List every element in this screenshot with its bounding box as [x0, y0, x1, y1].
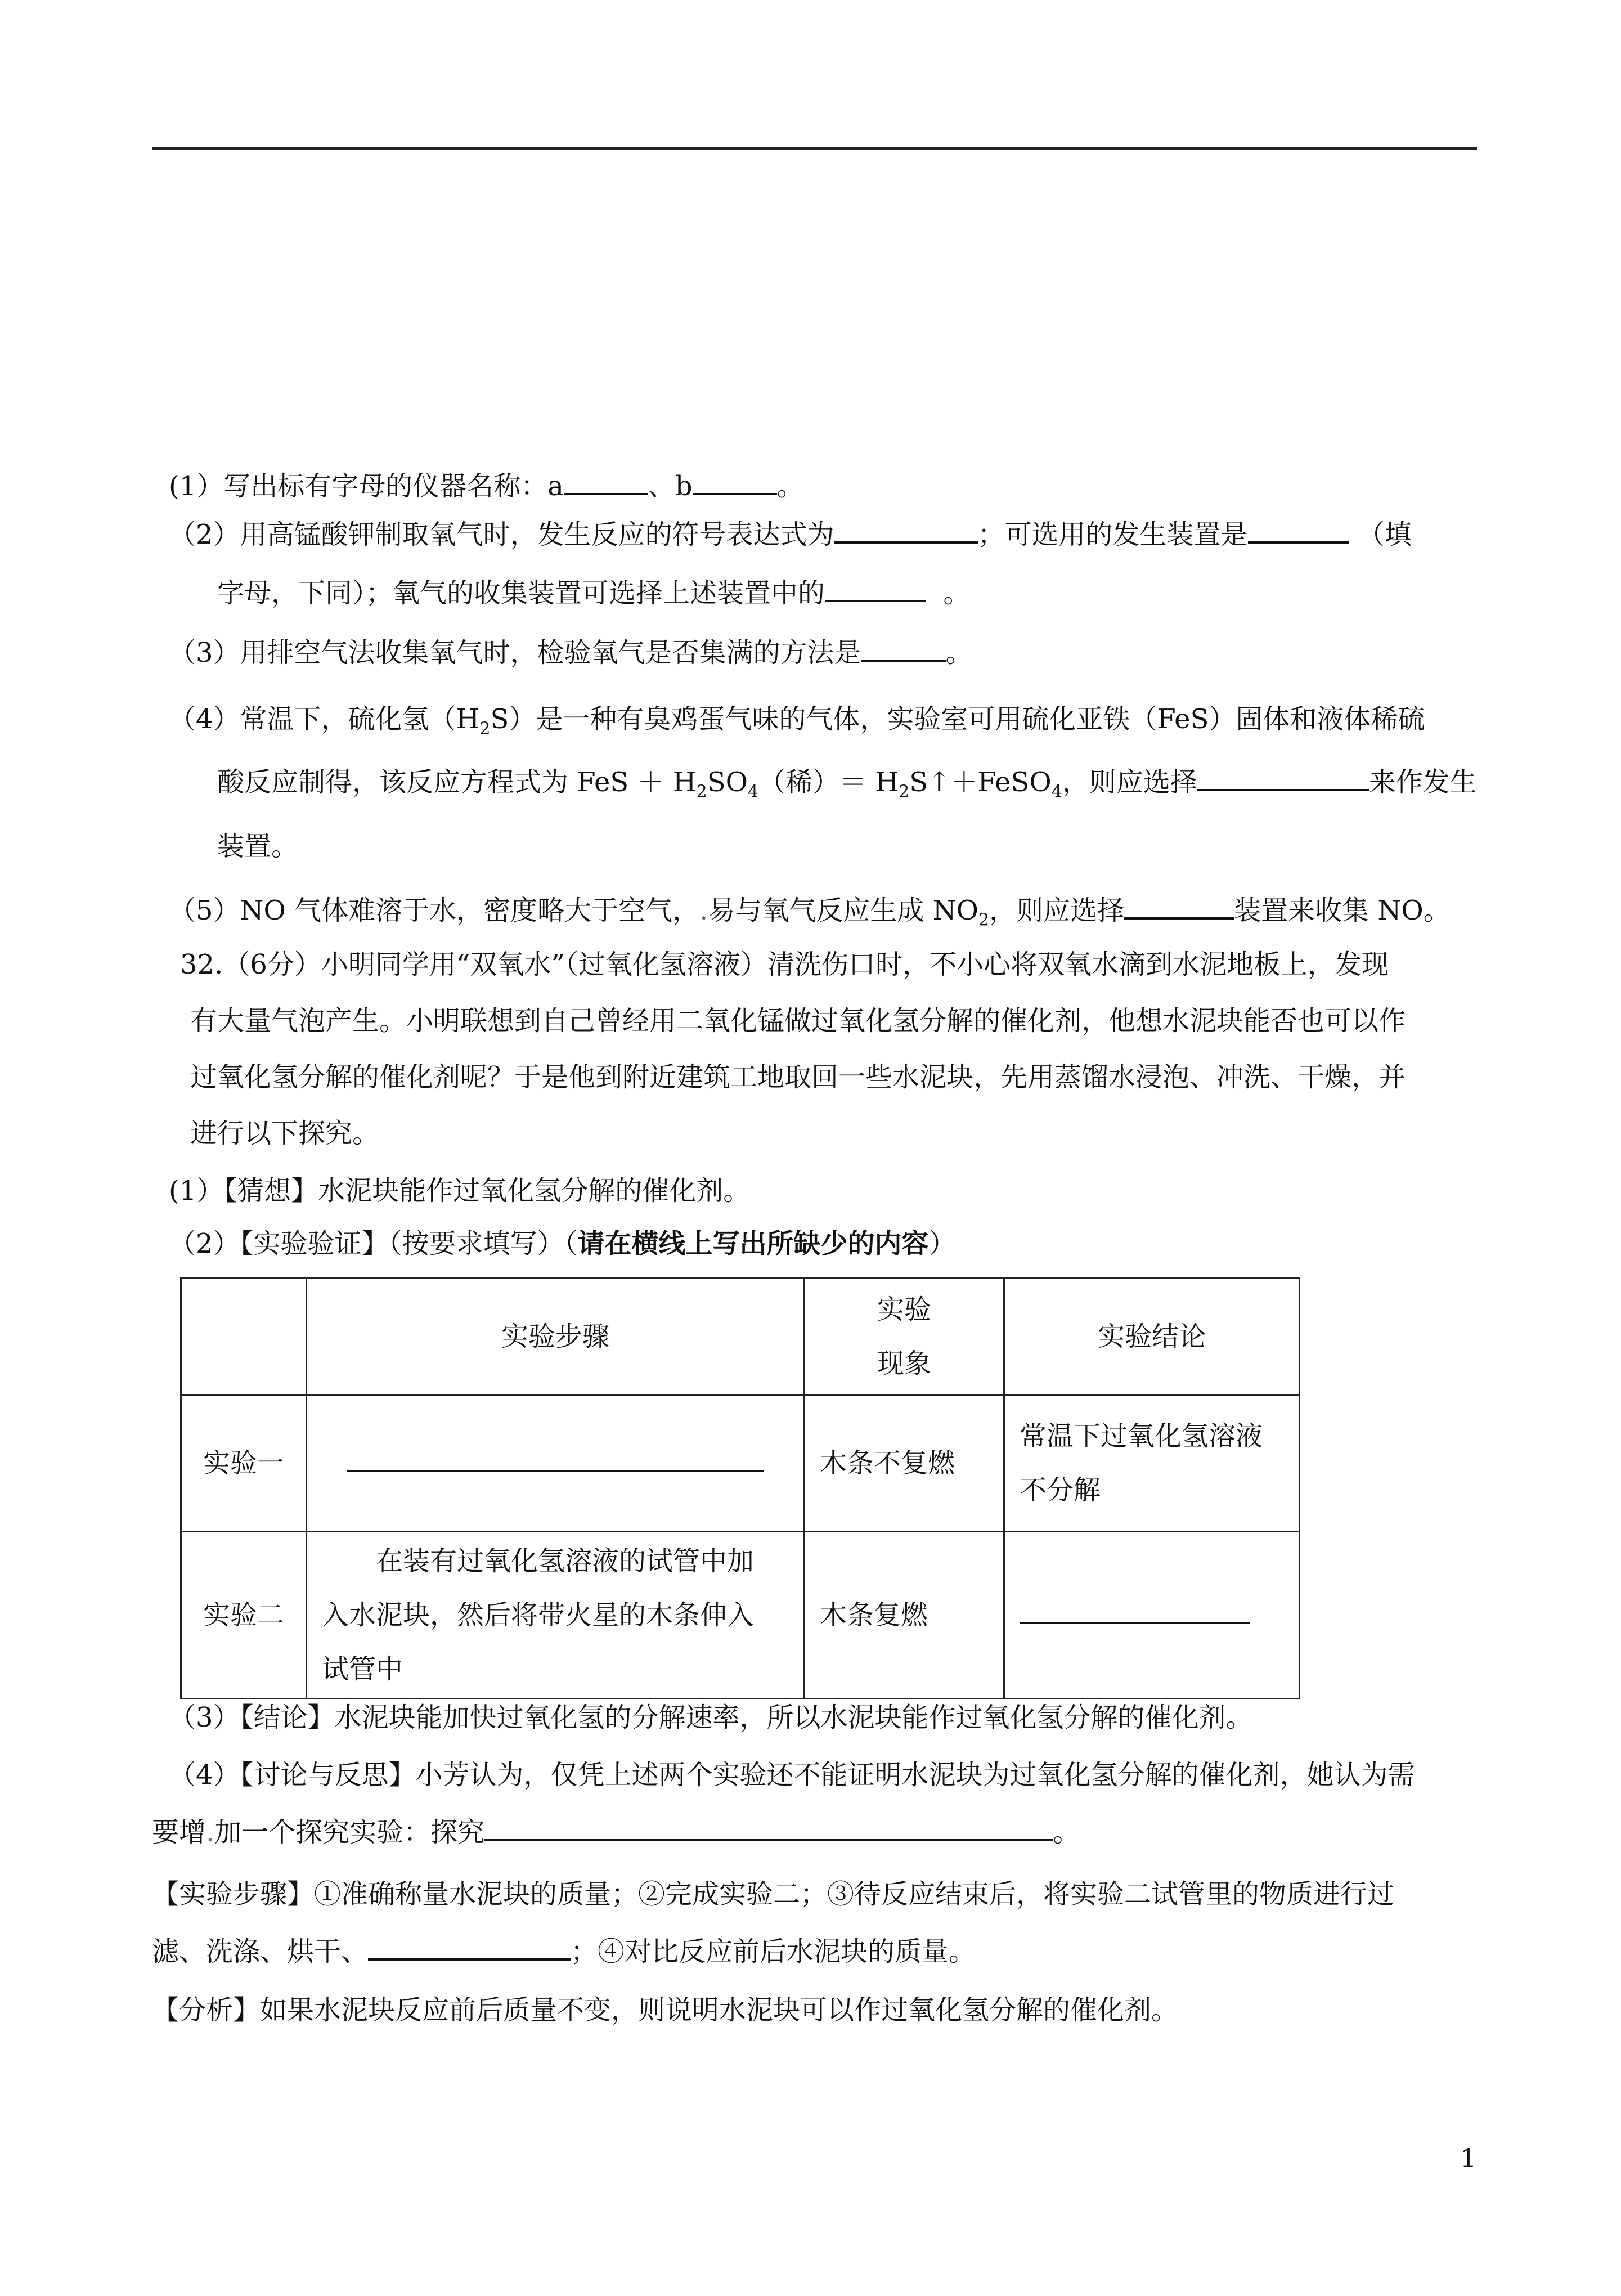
s2-text-bold: 请在横线上写出所缺少的内容 [577, 1228, 929, 1259]
q2-blank-collector[interactable] [825, 577, 926, 602]
q4-sub-1: 2 [479, 719, 491, 739]
header-conclusion: 实验结论 [1004, 1279, 1300, 1395]
q1-text-b: 、b [648, 470, 693, 502]
q3-blank[interactable] [861, 637, 946, 662]
exp2-step-2: 入水泥块，然后将带火星的木条伸入 [322, 1599, 755, 1631]
exp2-conclusion-blank[interactable] [1020, 1599, 1250, 1624]
header-phenomenon-1: 实验 [877, 1294, 931, 1325]
header-phenomenon [805, 1279, 1004, 1395]
exp1-conclusion [1004, 1395, 1300, 1532]
q4-line-1 [169, 701, 1425, 747]
q4-text-4: SO [707, 766, 748, 798]
header-steps: 实验步骤 [307, 1279, 805, 1395]
section-2-verify [169, 1226, 956, 1262]
q3-line [169, 635, 973, 671]
exp2-name: 实验二 [181, 1532, 307, 1699]
q5-line [169, 893, 1451, 939]
q5-text-b: 易与氧气反应生成 NO [708, 895, 979, 926]
q1-end: 。 [776, 470, 804, 502]
s4-mark: . [206, 1817, 215, 1848]
q5-blank[interactable] [1124, 895, 1234, 920]
s2-text-c: ） [928, 1228, 956, 1259]
s4-text-a: 要增 [152, 1817, 206, 1848]
q2-text-a: （2）用高锰酸钾制取氧气时，发生反应的符号表达式为 [169, 519, 834, 550]
q2-blank-equation[interactable] [834, 519, 978, 544]
steps-text-b: ；④对比反应前后水泥块的质量。 [571, 1936, 976, 1967]
s4-text-c: 。 [1053, 1817, 1080, 1848]
exp2-step-cell [307, 1532, 805, 1699]
table-row [181, 1532, 1300, 1699]
q2-blank-generator[interactable] [1248, 519, 1349, 544]
s4-blank[interactable] [484, 1817, 1053, 1841]
q4-text-9: 装置。 [217, 831, 299, 862]
q1-text-a: (1）写出标有字母的仪器名称：a [169, 470, 564, 502]
q4-text-8: 来作发生 [1368, 766, 1477, 798]
header-empty-cell [181, 1279, 307, 1395]
q2-text-c: （填 [1357, 519, 1412, 550]
q3-end: 。 [945, 637, 973, 669]
table-header-row [181, 1279, 1300, 1395]
page-number: 1 [1460, 2143, 1477, 2173]
section-1-guess: (1）【猜想】水泥块能作过氧化氢分解的催化剂。 [169, 1175, 751, 1207]
exp2-step-3: 试管中 [322, 1653, 403, 1685]
section-4-line-1: （4）【讨论与反思】小芳认为，仅凭上述两个实验还不能证明水泥块为过氧化氢分解的催化剂，她认为需 [169, 1759, 1415, 1791]
q4-text-5: （稀）＝ H [758, 766, 899, 798]
steps-line-2 [152, 1934, 976, 1970]
exp1-conclusion-2: 不分解 [1020, 1474, 1101, 1506]
q2-text-d: 字母，下同）；氧气的收集装置可选择上述装置中的 [217, 577, 825, 609]
q4-sub-2: 2 [696, 782, 707, 802]
q4-text-7: ，则应选择 [1062, 766, 1197, 798]
q5-mark: . [699, 895, 708, 926]
q1-line [169, 468, 804, 504]
q5-text-a: （5）NO 气体难溶于水，密度略大于空气， [169, 895, 700, 926]
q4-text-2: S）是一种有臭鸡蛋气味的气体，实验室可用硫化亚铁（FeS）固体和液体稀硫 [490, 703, 1425, 735]
exp1-conclusion-1: 常温下过氧化氢溶液 [1020, 1420, 1263, 1452]
q4-text-6: S↑＋FeSO [909, 766, 1052, 798]
q5-text-c: ，则应选择 [989, 895, 1125, 926]
q5-text-d: 装置来收集 NO。 [1234, 895, 1451, 926]
section-3-conclusion: （3）【结论】水泥块能加快过氧化氢的分解速率，所以水泥块能作过氧化氢分解的催化剂。 [169, 1702, 1253, 1733]
q1-blank-a[interactable] [564, 470, 648, 495]
steps-line-1: 【实验步骤】①准确称量水泥块的质量；②完成实验二；③待反应结束后，将实验二试管里的物质进行过 [152, 1878, 1395, 1910]
header-phenomenon-2: 现象 [877, 1348, 931, 1379]
q2-line-2 [217, 575, 971, 611]
q4-text-1: （4）常温下，硫化氢（H [169, 703, 480, 735]
analysis-line: 【分析】如果水泥块反应前后质量不变，则说明水泥块可以作过氧化氢分解的催化剂。 [152, 1994, 1179, 2026]
exp1-name: 实验一 [181, 1395, 307, 1532]
q4-line-3 [217, 828, 298, 864]
exp1-step-blank[interactable] [347, 1447, 764, 1472]
experiment-table [180, 1277, 1300, 1699]
q4-blank[interactable] [1197, 766, 1369, 791]
s4-text-b: 加一个探究实验：探究 [214, 1817, 485, 1848]
q3-text-a: （3）用排空气法收集氧气时，检验氧气是否集满的方法是 [169, 637, 861, 669]
q32-line-4: 进行以下探究。 [190, 1118, 380, 1149]
header-rule [152, 147, 1477, 150]
q4-line-2 [217, 764, 1477, 810]
q32-line-1: 32.（6分）小明同学用“双氧水”（过氧化氢溶液）清洗伤口时，不小心将双氧水滴到水泥地板上，发现 [180, 949, 1389, 980]
q4-sub-5: 4 [1051, 782, 1062, 802]
exp1-phenomenon: 木条不复燃 [805, 1395, 1004, 1532]
table-row [181, 1395, 1300, 1532]
steps-blank[interactable] [368, 1936, 571, 1961]
exp1-step-cell [307, 1395, 805, 1532]
q4-sub-3: 4 [747, 782, 759, 802]
q32-line-2: 有大量气泡产生。小明联想到自己曾经用二氧化锰做过氧化氢分解的催化剂，他想水泥块能否也可以作 [190, 1005, 1406, 1037]
q2-text-e: 。 [943, 577, 971, 609]
q2-text-b: ；可选用的发生装置是 [977, 519, 1248, 550]
exp2-step-1: 在装有过氧化氢溶液的试管中加 [322, 1545, 755, 1577]
q4-sub-4: 2 [899, 782, 910, 802]
q2-line-1 [169, 517, 1412, 553]
q4-text-3: 酸反应制得，该反应方程式为 FeS ＋ H [217, 766, 697, 798]
q1-blank-b[interactable] [693, 470, 777, 495]
s2-text-a: （2）【实验验证】（按要求填写）（ [169, 1228, 578, 1259]
exp2-phenomenon: 木条复燃 [805, 1532, 1004, 1699]
q5-sub: 2 [978, 910, 990, 930]
q32-line-3: 过氧化氢分解的催化剂呢？于是他到附近建筑工地取回一些水泥块，先用蒸馏水浸泡、冲洗、干燥，并 [190, 1061, 1406, 1093]
exp2-conclusion-cell [1004, 1532, 1300, 1699]
section-4-line-2 [152, 1814, 1080, 1850]
steps-text-a: 滤、洗涤、烘干、 [152, 1936, 369, 1967]
